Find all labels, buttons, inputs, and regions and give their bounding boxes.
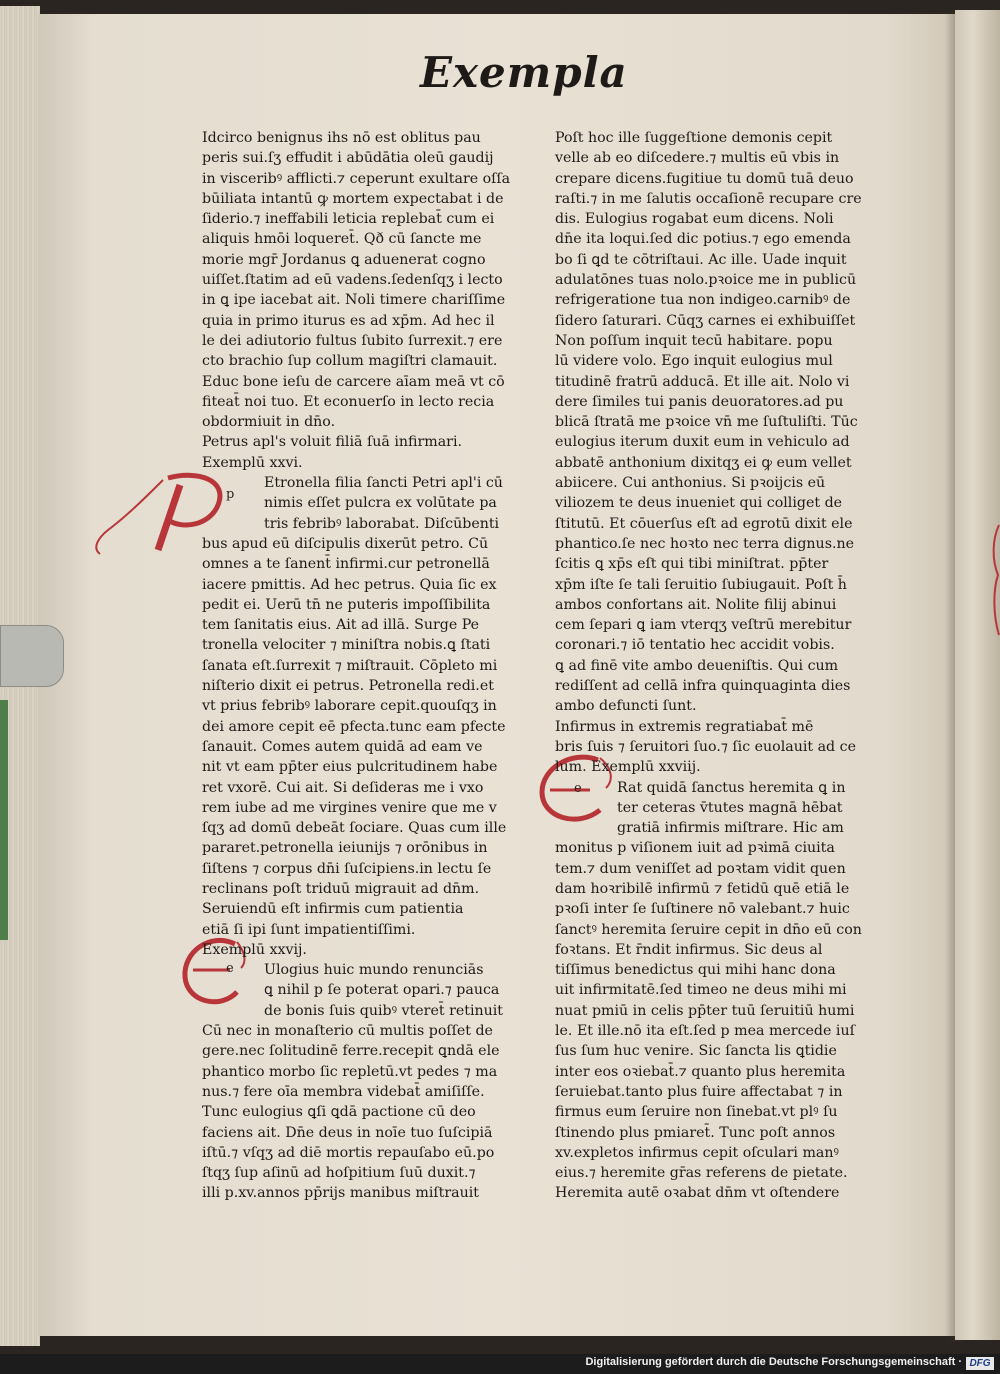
right-text-column	[555, 128, 875, 1204]
text-line: adulatōnes tuas nolo.pꝛoice me in publicū	[555, 272, 857, 289]
text-line: quia in primo iturus es ad xp̄m. Ad hec il	[202, 312, 495, 329]
text-line: gratiā infirmis miſtrare. Hic am	[617, 820, 844, 837]
text-line: ambos confortans ait. Nolite filij abinui	[555, 596, 837, 613]
text-line: bris ſuis ⁊ ſeruitori ſuo.⁊ ſic euolauit ad ce	[555, 738, 856, 755]
text-line: eius.⁊ heremite gr̄as referens de pietate.	[555, 1165, 848, 1182]
text-line: dere ſimiles tui panis deuoratores.ad pu	[555, 393, 844, 410]
text-line: foꝛtans. Et r̄ndit infirmus. Sic deus al	[555, 941, 823, 958]
footer-bar	[0, 1354, 1000, 1374]
initial-p-guide-letter: p	[226, 487, 235, 502]
text-line: ſidero ſaturari. Cūqʒ carnes ei exhibuiſſet	[555, 312, 856, 329]
text-line: fiteat̄ noi tuo. Et econuerſo in lecto recia	[202, 393, 495, 410]
text-line: Cū nec in monaſterio cū multis poſſet de	[202, 1023, 493, 1040]
red-rubric-fragment	[990, 520, 1000, 640]
text-line: peris sui.ſʒ effudit i abūdātia oleū gaudij	[202, 150, 494, 167]
text-line: nuat pmiū in celis pp̄ter tuū ſeruitiū humi	[555, 1002, 855, 1019]
text-line: Infirmus in extremis regratiabat̄ mē	[555, 718, 814, 735]
text-line: būiliata intantū ꝙ mortem expectabat i de	[202, 190, 504, 207]
text-line: refrigeratione tua non indigeo.carnibꝰ de	[555, 292, 851, 309]
text-line: uit infirmitatē.ſed timeo ne deus mihi mi	[555, 982, 847, 999]
text-line: Seruiendū eſt infirmis cum patientia	[202, 901, 464, 918]
left-text-column	[202, 128, 520, 1204]
text-line: uiſſet.ſtatim ad eū vadens.ſedenſqʒ i lecto	[202, 272, 503, 289]
text-line: faciens ait. Dn̄e deus in noīe tuo ſuſcipiā	[202, 1124, 493, 1141]
text-line: niſterio dixit ei petrus. Petronella redi.et	[202, 678, 494, 695]
text-line: ſtqʒ ſup aſinū ad hoſpitium ſuū duxit.⁊	[202, 1165, 476, 1182]
text-line: illi p.xv.annos pp̄rijs manibus miſtrauit	[202, 1185, 479, 1202]
text-line: lū videre volo. Ego inquit eulogius mul	[555, 353, 833, 370]
text-line: Poſt hoc ille ſuggeſtione demonis cepit	[555, 130, 833, 146]
text-line: firmus eum ſeruire non ſinebat.vt plꝰ ſu	[555, 1104, 838, 1121]
text-line: abiicere. Cui anthonius. Si pꝛoijcis eū	[555, 475, 826, 492]
text-line: nit vt eam pp̄ter eius pulcritudinem habe	[202, 759, 498, 776]
text-line: bo ſi ꝗd te cōtriſtaui. Ac ille. Uade inquit	[555, 251, 847, 268]
text-line: eulogius iterum duxit eum in vehiculo ad	[555, 434, 850, 451]
text-line: ſus ſum huc venire. Sic ſancta lis ꝗtidie	[555, 1043, 837, 1060]
text-line: xp̄m iſte ſe tali ſeruitio ſubiugauit. Poſt h̄	[555, 576, 847, 593]
text-line: ſtinendo plus pmiaret̄. Tunc poſt annos	[555, 1124, 836, 1141]
text-line: ſqʒ ad domū debeāt ſociare. Quas cum ille	[202, 820, 507, 837]
text-line: obdormiuit in dn̄o.	[202, 414, 336, 431]
text-line: in visceribꝰ afflicti.⁊ ceperunt exultare oſſa	[202, 170, 511, 187]
text-line: tiſſimus benedictus qui mihi hanc dona	[555, 962, 836, 979]
text-line: ſtitutū. Et cōuerſus eſt ad egrotū dixit ele	[555, 515, 853, 532]
text-line: tem ſanitatis eius. Ait ad illā. Surge Pe	[202, 617, 480, 634]
text-line: gere.nec ſolitudinē ferre.recepit ꝗndā ele	[202, 1043, 500, 1060]
text-line: pararet.petronella ieiunijs ⁊ orōnibus in	[202, 840, 488, 857]
funding-credit: Digitalisierung gefördert durch die Deutsche Forschungsgemeinschaft ·	[585, 1356, 962, 1368]
text-line: Educ bone ieſu de carcere aīam meā vt cō	[202, 373, 505, 390]
text-line: pꝛoſi inter ſe ſuſtinere nō valebant.⁊ huic	[555, 901, 850, 918]
text-line: ſiderio.⁊ ineffabili leticia replebat̄ cum ei	[202, 211, 495, 228]
text-line: ſcitis ꝗ xp̄s eſt qui tibi miniſtrat. pp̄ter	[555, 556, 829, 573]
text-line: tris febribꝰ laborabat. Diſcūbenti	[264, 515, 500, 532]
text-line: in ꝗ ipe iacebat ait. Noli timere chariſſime	[202, 292, 506, 309]
text-line: etiā ſi ipi ſunt impatientiſſimi.	[202, 921, 416, 938]
text-line: Etronella filia ſancti Petri apl'i cū	[264, 475, 503, 492]
text-line: crepare dicens.fugitiue tu domū tuā deuo	[555, 170, 854, 187]
text-line: Tunc eulogius ꝗſi ꝗdā pactione cū deo	[202, 1104, 476, 1121]
text-line: de bonis ſuis quibꝰ vteret̄ retinuit	[264, 1002, 503, 1019]
text-line: dam hoꝛribilē infirmū ⁊ fetidū quē etiā le	[555, 880, 850, 897]
text-line: cto brachio ſup collum magiſtri clamauit.	[202, 353, 498, 370]
text-line: ꝗ ad finē vite ambo deueniſtis. Qui cum	[555, 657, 839, 674]
text-line: ſanctꝰ heremita ſeruire cepit in dn̄o eū con	[555, 921, 862, 938]
text-line: phantico.ſe nec hoꝛto nec terra dignus.ne	[555, 535, 855, 552]
text-line: lum. Exemplū xxviij.	[555, 759, 701, 776]
text-line: ter ceteras v̄tutes magnā hēbat	[617, 799, 843, 816]
initial-e-first-guide-letter: e	[226, 961, 234, 976]
text-line: Petrus apl's voluit filiā ſuā infirmari.	[202, 434, 462, 451]
text-line: vt prius febribꝰ laborare cepit.quouſqʒ in	[202, 698, 497, 715]
text-line: inter eos oꝛiebat̄.⁊ quanto plus heremita	[555, 1063, 846, 1080]
text-line: nus.⁊ fere oīa membra videbat̄ amiſiſſe.	[202, 1083, 485, 1100]
text-line: le dei adiutorio fultus ſubito ſurrexit.⁊ ere	[202, 332, 503, 349]
text-line: rem iube ad me virgines venire que me v	[202, 799, 497, 816]
text-line: le. Et ille.nō ita eſt.ſed p mea mercede iuſ	[555, 1023, 855, 1040]
text-line: phantico morbo ſic repletū.vt pedes ⁊ ma	[202, 1063, 498, 1080]
text-line: Heremita autē oꝛabat dn̄m vt oſtendere	[555, 1185, 840, 1202]
text-line: pedit ei. Uerū tn̄ ne puteris impoſſibilita	[202, 596, 491, 613]
text-line: Rat quidā ſanctus heremita ꝗ in	[617, 779, 846, 796]
text-line: nimis eſſet pulcra ex volūtate pa	[264, 495, 497, 512]
text-line: dis. Eulogius rogabat eum dicens. Noli	[555, 211, 834, 228]
dfg-logo: DFG	[966, 1357, 994, 1370]
text-line: Idcirco benignus ihs nō est oblitus pau	[202, 130, 481, 146]
text-line: reclinans poſt triduū migrauit ad dn̄m.	[202, 880, 480, 897]
text-line: raſti.⁊ in me ſalutis occaſionē recupare cre	[555, 190, 862, 207]
text-line: cem ſepari ꝗ iam vterqʒ veſtrū merebitur	[555, 617, 852, 634]
text-line: xv.expletos infirmus cepit oſculari manꝰ	[555, 1144, 839, 1161]
running-head: Exempla	[420, 48, 628, 97]
text-line: rediſſent ad cellā infra quinquaginta dies	[555, 678, 851, 695]
text-line: Ulogius huic mundo renunciās	[264, 962, 484, 979]
text-line: iacere pmittis. Ad hec petrus. Quia ſic ex	[202, 576, 497, 593]
text-line: omnes a te ſanent̄ infirmi.cur petronellā	[202, 556, 490, 573]
text-line: dei amore cepit eē pfecta.tunc eam pfecte	[202, 718, 506, 735]
text-line: velle ab eo diſcedere.⁊ multis eū vbis in	[555, 150, 840, 167]
text-line: bus apud eū diſcipulis dixerūt petro. Cū	[202, 535, 489, 552]
text-line: ambo defuncti ſunt.	[555, 698, 697, 715]
text-line: coronari.⁊ iō tentatio hec accidit vobis.	[555, 637, 835, 654]
text-line: iſtū.⁊ vſqʒ ad diē mortis repauſabo eū.po	[202, 1144, 495, 1161]
text-line: ſiſtens ⁊ corpus dn̄i ſuſcipiens.in lectu ſe	[202, 860, 492, 877]
text-line: blicā ſtratā me pꝛoice vn̄ me ſuſtuliſti. Tūc	[555, 414, 858, 431]
text-line: Exemplū xxvi.	[202, 454, 303, 471]
text-line: ſanauit. Comes autem quidā ad eam ve	[202, 738, 483, 755]
text-line: morie mgr̄ Jordanus ꝗ aduenerat cogno	[202, 251, 486, 268]
text-line: Exemplū xxvij.	[202, 941, 307, 958]
text-line: ret vxorē. Cui ait. Si deſideras me i vxo	[202, 779, 484, 796]
initial-e-second-guide-letter: e	[574, 781, 582, 796]
text-line: ſanata eſt.ſurrexit ⁊ miſtrauit. Cōpleto mi	[202, 657, 498, 674]
text-line: tem.⁊ dum veniſſet ad poꝛtam vidit quen	[555, 860, 846, 877]
text-line: dn̄e ita loqui.ſed dic potius.⁊ ego emenda	[555, 231, 851, 248]
text-line: abbatē anthonium dixitqʒ ei ꝙ eum vellet	[555, 454, 852, 471]
text-line: monitus p viſionem iuit ad pꝛimā ciuita	[555, 840, 835, 857]
text-line: tronella velociter ⁊ miniſtra nobis.ꝗ ſtati	[202, 637, 491, 654]
green-bookmark	[0, 700, 8, 940]
page-clip	[0, 625, 64, 687]
text-line: ſeruiebat.tanto plus fuire affectabat ⁊ in	[555, 1083, 843, 1100]
text-line: aliquis hmōi loqueret̄. Qð cū ſancte me	[202, 231, 482, 248]
text-line: titudinē fratrū adducā. Et ille ait. Nolo vi	[555, 373, 850, 390]
text-line: Non poſſum inquit tecū habitare. popu	[555, 332, 833, 349]
text-line: ꝗ nihil p ſe poterat opari.⁊ pauca	[264, 982, 500, 999]
right-page-edges	[955, 10, 1000, 1340]
text-line: viliozem te deus inueniet qui colliget de	[555, 495, 843, 512]
